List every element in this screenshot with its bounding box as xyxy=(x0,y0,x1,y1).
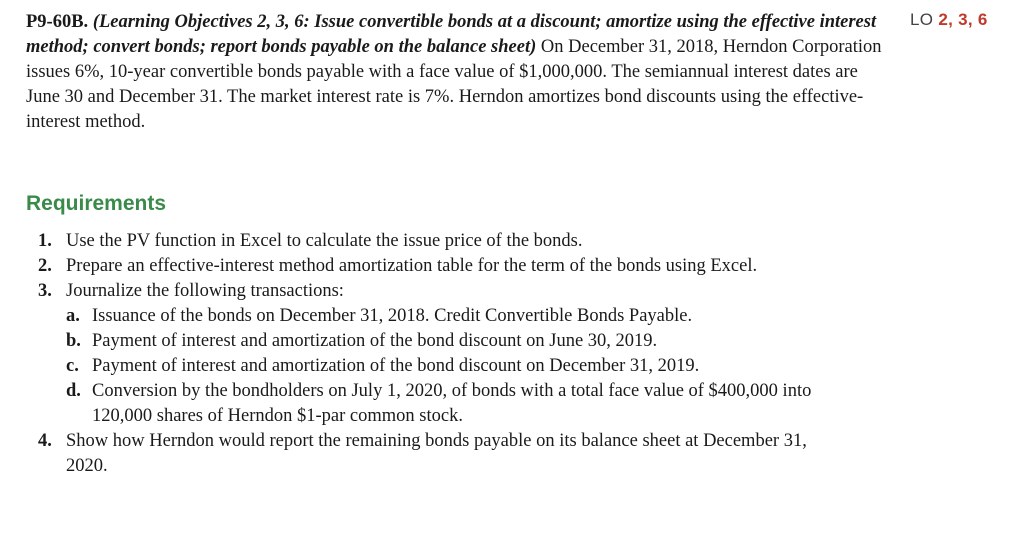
problem-body: On December 31, 2018, Herndon Corporation issues 6%, 10-year convertible bonds payable with a face value of $1,000,000. The semiannual interest dates are June 30 and December 31. The market interest rate is 7%. Herndon amortizes bond discounts using the effective-interest method. xyxy=(26,37,882,132)
sub-requirement-text: Payment of interest and amortization of the bond discount on June 30, 2019. xyxy=(92,331,658,351)
learning-objectives: (Learning Objectives 2, 3, 6: Issue convertible bonds at a discount; amortize using the effective interest method; convert bonds; report bonds payable on the balance sheet) xyxy=(26,12,877,57)
problem-number: P9-60B. xyxy=(26,12,89,32)
requirement-number: 3. xyxy=(38,281,52,301)
lo-prefix: LO xyxy=(910,10,934,29)
sub-requirements-list xyxy=(66,304,826,429)
requirements-list xyxy=(26,229,826,479)
sub-requirement-item xyxy=(66,379,826,429)
requirement-number: 4. xyxy=(38,431,52,451)
requirement-number: 2. xyxy=(38,256,52,276)
sub-requirement-text: Issuance of the bonds on December 31, 2018. Credit Convertible Bonds Payable. xyxy=(92,306,693,326)
requirement-item xyxy=(26,254,826,279)
problem-statement xyxy=(26,10,886,135)
sub-requirement-text: Payment of interest and amortization of the bond discount on December 31, 2019. xyxy=(92,356,700,376)
sub-requirement-letter: a. xyxy=(66,306,80,326)
requirement-number: 1. xyxy=(38,231,52,251)
requirement-text: Journalize the following transactions: xyxy=(66,281,344,301)
requirement-text: Use the PV function in Excel to calculate the issue price of the bonds. xyxy=(66,231,583,251)
requirement-text: Show how Herndon would report the remaining bonds payable on its balance sheet at December 31, 2020. xyxy=(66,431,807,476)
requirement-item xyxy=(26,429,826,479)
sub-requirement-letter: d. xyxy=(66,381,81,401)
sub-requirement-letter: b. xyxy=(66,331,81,351)
sub-requirement-item xyxy=(66,329,826,354)
lo-numbers: 2, 3, 6 xyxy=(938,10,988,29)
sub-requirement-text: Conversion by the bondholders on July 1, 2020, of bonds with a total face value of $400,000 into 120,000 shares of Herndon $1-par common stock. xyxy=(92,381,812,426)
sub-requirement-letter: c. xyxy=(66,356,79,376)
requirement-item xyxy=(26,279,826,429)
requirement-item xyxy=(26,229,826,254)
requirements-heading: Requirements xyxy=(26,192,167,215)
requirement-text: Prepare an effective-interest method amortization table for the term of the bonds using Excel. xyxy=(66,256,758,276)
sub-requirement-item xyxy=(66,354,826,379)
sub-requirement-item xyxy=(66,304,826,329)
learning-objective-badge xyxy=(910,10,988,30)
